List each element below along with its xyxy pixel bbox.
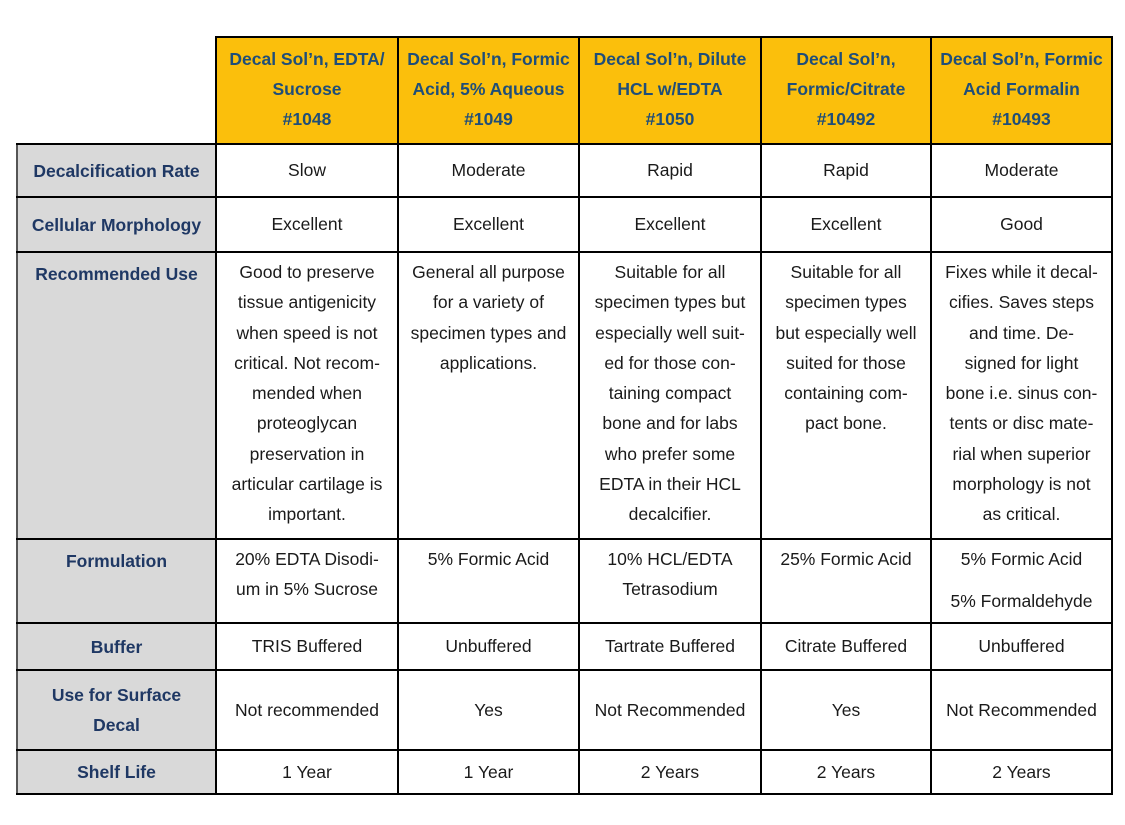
row-label: Shelf Life (17, 750, 216, 794)
cell-line: containing com- (784, 383, 908, 404)
cell-line: tissue antigenicity (237, 292, 377, 313)
table-cell: Unbuffered (931, 623, 1112, 670)
cell-line: critical. Not recom- (234, 352, 380, 373)
cell-line: Suitable for all (614, 262, 726, 282)
cell-line: Suitable for all (790, 262, 902, 282)
cell-line: tents or disc mate- (949, 413, 1094, 434)
table-cell: Slow (216, 144, 398, 197)
table-cell: Rapid (761, 144, 931, 197)
cell-line: signed for light (964, 352, 1079, 373)
cell-line: specimen types and (410, 322, 567, 343)
table-cell (398, 539, 579, 623)
cell-line: and time. De- (968, 322, 1075, 343)
cell-line: cifies. Saves steps (949, 292, 1094, 313)
row-formulation (17, 539, 1112, 623)
column-header-1050 (579, 37, 761, 144)
cell-line: 5% Formaldehyde (950, 591, 1093, 612)
corner-blank (17, 37, 216, 144)
column-header-line: #10492 (816, 109, 876, 129)
row-label-line: Use for Surface (51, 685, 182, 705)
cell-line: 5% Formic Acid (427, 549, 550, 569)
table-cell: Moderate (398, 144, 579, 197)
cell-line: proteoglycan (256, 413, 358, 434)
cell-line: applications. (439, 352, 538, 373)
cell-line: bone and for labs (602, 413, 738, 434)
table-cell: Excellent (579, 197, 761, 252)
column-header-line: #10493 (992, 109, 1051, 129)
cell-line: General all purpose (412, 262, 565, 282)
cell-line: EDTA in their HCL (599, 474, 741, 495)
row-cellular-morphology (17, 197, 1112, 252)
row-label: Formulation (17, 539, 216, 623)
column-header-line: Sucrose (272, 79, 342, 99)
row-label: Buffer (17, 623, 216, 670)
column-header-line: Decal Sol’n, (796, 49, 896, 69)
cell-line: Fixes while it decal- (945, 262, 1098, 282)
cell-line: preservation in (249, 443, 365, 464)
cell-line: morphology is not (952, 474, 1091, 495)
cell-line: specimen types (785, 292, 907, 313)
table-cell: Yes (761, 670, 931, 750)
row-decalcification-rate (17, 144, 1112, 197)
table-cell: 1 Year (398, 750, 579, 794)
table-cell (216, 252, 398, 539)
table-cell: 2 Years (761, 750, 931, 794)
column-header-line: Acid, 5% Aqueous (412, 79, 565, 99)
table-cell (931, 252, 1112, 539)
column-header-line: Decal Sol’n, Dilute (593, 49, 747, 69)
table-cell: Not recommended (216, 670, 398, 750)
table-cell: Moderate (931, 144, 1112, 197)
table-cell: Rapid (579, 144, 761, 197)
table-cell (216, 539, 398, 623)
cell-line: Good to preserve (239, 262, 375, 282)
table-cell: Excellent (216, 197, 398, 252)
table-cell: Not Recommended (579, 670, 761, 750)
table-cell: Not Recommended (931, 670, 1112, 750)
row-label-line: Decal (93, 715, 140, 735)
row-shelf-life (17, 750, 1112, 794)
cell-line: um in 5% Sucrose (235, 579, 378, 600)
column-header-1049 (398, 37, 579, 144)
cell-line: taining compact (608, 383, 732, 404)
cell-line: for a variety of (433, 292, 544, 313)
cell-line: decalcifier. (628, 504, 712, 525)
row-recommended-use (17, 252, 1112, 539)
column-header-line: Decal Sol’n, Formic (407, 49, 570, 69)
decal-solution-comparison-table (16, 36, 1113, 795)
row-label: Recommended Use (17, 252, 216, 539)
cell-line: especially well suit- (595, 322, 745, 343)
cell-line: articular cartilage is (231, 474, 383, 495)
header-row (17, 37, 1112, 144)
cell-line: bone i.e. sinus con- (945, 383, 1098, 404)
column-header-10492 (761, 37, 931, 144)
table-cell: Excellent (398, 197, 579, 252)
table-cell (398, 252, 579, 539)
column-header-line: #1048 (282, 109, 332, 129)
cell-line: specimen types but (594, 292, 746, 313)
cell-line: Tetrasodium (622, 579, 718, 600)
cell-gap (932, 574, 1111, 586)
cell-line: ed for those con- (604, 352, 736, 373)
column-header-line: HCL w/EDTA (617, 79, 723, 99)
table-cell: Good (931, 197, 1112, 252)
row-buffer (17, 623, 1112, 670)
column-header-10493 (931, 37, 1112, 144)
cell-line: who prefer some (604, 443, 736, 464)
cell-line: suited for those (786, 352, 906, 373)
table-cell: Tartrate Buffered (579, 623, 761, 670)
cell-line: as critical. (982, 504, 1061, 525)
cell-line: mended when (252, 383, 362, 404)
table-cell (579, 539, 761, 623)
column-header-line: Acid Formalin (963, 79, 1080, 99)
column-header-line: Decal Sol’n, Formic (940, 49, 1103, 69)
cell-line: 5% Formic Acid (960, 549, 1083, 569)
cell-line: 10% HCL/EDTA (607, 549, 733, 569)
table-cell: 2 Years (931, 750, 1112, 794)
table-cell: Citrate Buffered (761, 623, 931, 670)
comparison-table-wrapper (16, 36, 1111, 795)
table-cell (931, 539, 1112, 623)
cell-line: when speed is not (236, 322, 378, 343)
row-surface-decal (17, 670, 1112, 750)
row-label (17, 670, 216, 750)
cell-line: 20% EDTA Disodi- (235, 549, 379, 569)
cell-line: rial when superior (952, 443, 1091, 464)
table-cell: 1 Year (216, 750, 398, 794)
table-cell (761, 252, 931, 539)
cell-line: pact bone. (805, 413, 887, 434)
column-header-1048 (216, 37, 398, 144)
table-cell (761, 539, 931, 623)
table-cell: Unbuffered (398, 623, 579, 670)
table-cell: TRIS Buffered (216, 623, 398, 670)
cell-line: but especially well (775, 322, 917, 343)
table-cell: Excellent (761, 197, 931, 252)
row-label: Cellular Morphology (17, 197, 216, 252)
cell-line: 25% Formic Acid (780, 549, 912, 569)
table-cell: Yes (398, 670, 579, 750)
cell-line: important. (268, 504, 346, 525)
column-header-line: Formic/Citrate (786, 79, 906, 99)
row-label: Decalcification Rate (17, 144, 216, 197)
table-cell: 2 Years (579, 750, 761, 794)
table-cell (579, 252, 761, 539)
column-header-line: #1049 (464, 109, 513, 129)
column-header-line: #1050 (645, 109, 695, 129)
column-header-line: Decal Sol’n, EDTA/ (229, 49, 385, 69)
